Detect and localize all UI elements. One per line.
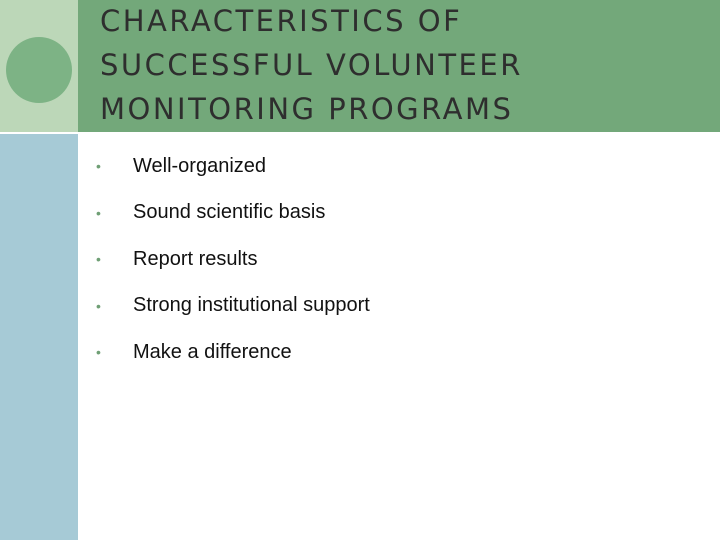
bullet-text: Sound scientific basis [133, 201, 326, 224]
bullet-list [96, 143, 370, 376]
bullet-item [96, 143, 370, 190]
bullet-item [96, 283, 370, 330]
bullet-text: Report results [133, 247, 258, 270]
sidebar-bottom-panel [0, 132, 78, 540]
bullet-text: Make a difference [133, 340, 292, 363]
bullet-dot-icon: • [96, 204, 101, 221]
title-divider [0, 132, 720, 134]
decorative-circle [6, 37, 72, 103]
slide-title: CHARACTERISTICS OF SUCCESSFUL VOLUNTEER MONITORING PROGRAMS [100, 4, 523, 126]
bullet-item [96, 236, 370, 283]
bullet-text: Well-organized [133, 154, 267, 177]
bullet-dot-icon: • [96, 344, 101, 361]
bullet-item [96, 190, 370, 237]
bullet-item [96, 329, 370, 376]
bullet-text: Strong institutional support [133, 294, 370, 317]
bullet-dot-icon: • [96, 158, 101, 175]
bullet-dot-icon: • [96, 297, 101, 314]
bullet-dot-icon: • [96, 251, 101, 268]
